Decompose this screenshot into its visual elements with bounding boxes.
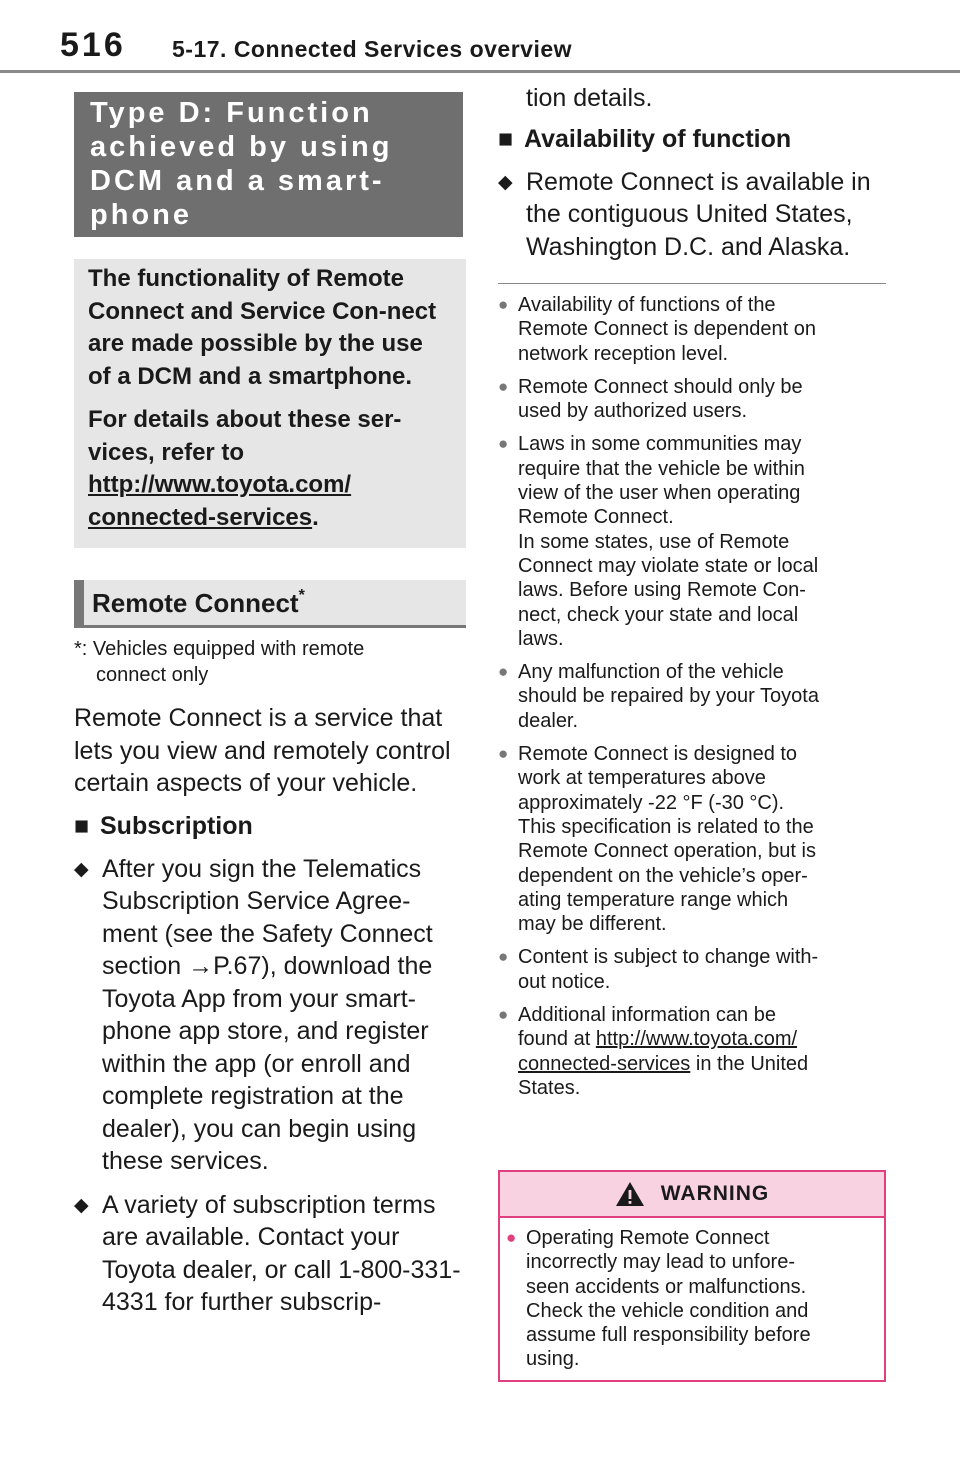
remote-connect-intro: Remote Connect is a service that lets you view and remotely control certain aspects of your vehicle. xyxy=(74,704,451,797)
square-bullet-icon: ■ xyxy=(498,124,514,153)
footnote-line-2: connect only xyxy=(96,664,209,686)
note-prefix: Additional information can be found at xyxy=(518,1004,776,1051)
list-item xyxy=(498,293,888,366)
subscription-heading xyxy=(74,810,466,842)
list-item xyxy=(498,166,888,264)
warning-body xyxy=(500,1218,884,1372)
note-text xyxy=(518,1003,808,1100)
warning-header xyxy=(500,1172,884,1218)
list-item xyxy=(498,660,888,733)
list-item xyxy=(498,742,888,936)
type-d-heading: Type D: Function achieved by using DCM and a smart-phone xyxy=(74,92,463,237)
list-item xyxy=(74,1189,466,1319)
note-suffix: in the United States. xyxy=(518,1052,809,1099)
list-item xyxy=(498,945,888,994)
warning-box xyxy=(498,1170,886,1382)
page-header xyxy=(0,0,960,80)
note-text: Content is subject to change with- out notice. xyxy=(518,946,819,993)
circle-bullet-icon: ● xyxy=(498,376,509,396)
circle-bullet-icon: ● xyxy=(498,744,509,764)
notes-divider xyxy=(498,283,886,284)
details-prefix: For details about these ser-vices, refer to xyxy=(88,406,402,466)
remote-connect-heading xyxy=(74,580,466,628)
notes-list xyxy=(498,293,888,1100)
circle-bullet-icon: ● xyxy=(506,1228,517,1247)
subscription-heading-label: Subscription xyxy=(100,811,253,840)
subscription-bullet-text: After you sign the Telematics Subscription Service Agree-ment (see the Safety Connect section →P.67), download the Toyota App from your smart-phone app store, and register within the app (or enroll and complete registration at the dealer), you can begin using these services. xyxy=(102,854,433,1175)
availability-heading-label: Availability of function xyxy=(524,124,792,153)
title-asterisk: * xyxy=(298,587,305,604)
footnote-marker: *: xyxy=(74,638,88,660)
diamond-bullet-icon: ◆ xyxy=(74,1194,89,1216)
link-line-2[interactable]: connected-services xyxy=(88,503,313,531)
note-text: Remote Connect is designed to work at temperatures above approximately -22 °F (-30 °C). This specification is related to the Remote Connect operation, but is dependent on the vehicle’s oper- ating temperature range which may be different. xyxy=(518,743,816,936)
section-title: 5-17. Connected Services overview xyxy=(172,36,573,62)
left-column xyxy=(74,92,466,1319)
warning-title: WARNING xyxy=(660,1182,770,1205)
remote-connect-title: Remote Connect xyxy=(92,588,299,618)
warning-triangle-icon xyxy=(615,1181,645,1207)
circle-bullet-icon: ● xyxy=(498,295,509,314)
availability-heading xyxy=(498,123,888,155)
intro-paragraph: The functionality of Remote Connect and Service Con-nect are made possible by the use of a DCM and a smartphone. xyxy=(88,265,437,390)
circle-bullet-icon: ● xyxy=(498,947,509,967)
link-line-1[interactable]: http://www.toyota.com/ xyxy=(88,471,352,498)
details-paragraph xyxy=(88,404,452,534)
intro-box xyxy=(74,259,466,548)
square-bullet-icon: ■ xyxy=(74,811,90,840)
subscription-bullet-text: A variety of subscription terms are available. Contact your Toyota dealer, or call 1-800-331-4331 for further subscrip- xyxy=(102,1190,461,1316)
details-suffix: . xyxy=(312,503,319,531)
footnote-line-1: Vehicles equipped with remote xyxy=(92,638,365,660)
circle-bullet-icon: ● xyxy=(498,434,509,454)
circle-bullet-icon: ● xyxy=(498,1005,509,1025)
note-text: Availability of functions of the Remote Connect is dependent on network reception level. xyxy=(518,294,816,365)
diamond-bullet-icon: ◆ xyxy=(498,171,513,193)
list-item xyxy=(498,1003,888,1100)
circle-bullet-icon: ● xyxy=(498,662,509,682)
info-link-line-2[interactable]: connected-services xyxy=(518,1052,691,1075)
header-divider xyxy=(0,70,960,73)
list-item xyxy=(74,853,466,1178)
page-number: 516 xyxy=(60,26,126,64)
warning-text: Operating Remote Connect incorrectly may lead to unfore- seen accidents or malfunctions. Check the vehicle condition and assume full responsibility before using. xyxy=(526,1227,811,1371)
diamond-bullet-icon: ◆ xyxy=(74,858,89,880)
right-column xyxy=(498,82,888,1100)
note-text: Laws in some communities may require that the vehicle be within view of the user when operating Remote Connect. In some states, use of Remote Connect may violate state or local laws. Before using Remote Con- nect, check your state and local laws. xyxy=(518,433,819,650)
list-item xyxy=(498,375,888,424)
note-text: Remote Connect should only be used by authorized users. xyxy=(518,375,803,423)
availability-bullet-text: Remote Connect is available in the contiguous United States, Washington D.C. and Alaska. xyxy=(526,167,871,261)
bullet-continuation: tion details. xyxy=(526,84,653,112)
footnote xyxy=(74,636,466,688)
list-item xyxy=(498,432,888,651)
info-link-line-1[interactable]: http://www.toyota.com/ xyxy=(595,1028,798,1051)
note-text: Any malfunction of the vehicle should be repaired by your Toyota dealer. xyxy=(518,661,819,732)
